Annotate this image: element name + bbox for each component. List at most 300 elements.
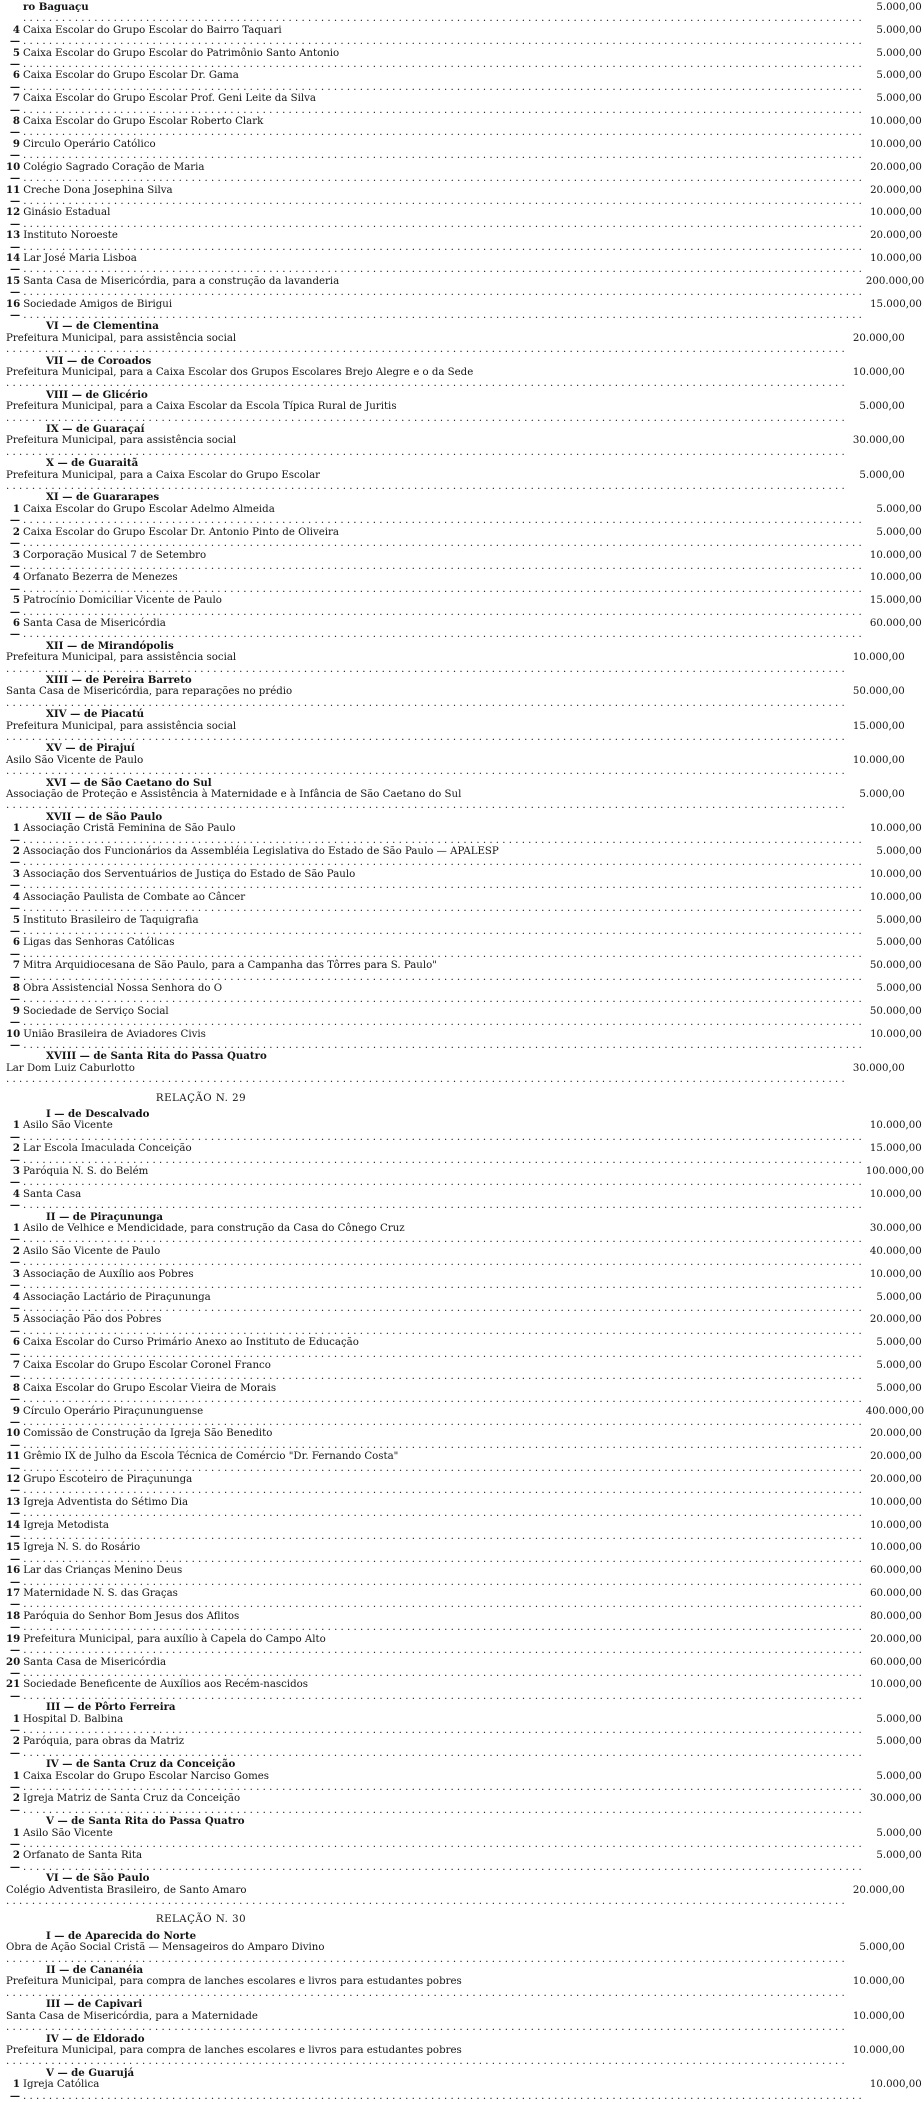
entry-text xyxy=(6,401,845,424)
entry xyxy=(6,1062,905,1086)
entry-description: Hospital D. Balbina xyxy=(23,1713,124,1725)
numbered-entry xyxy=(6,1541,922,1565)
entry-description: Sociedade de Serviço Social xyxy=(23,1005,169,1017)
numbered-entry xyxy=(6,867,922,892)
entry-number: 10 — xyxy=(6,1027,21,1051)
entry-amount: 5.000,00 xyxy=(876,1382,922,1394)
entry-text xyxy=(23,276,862,299)
entry-text xyxy=(23,1850,862,1873)
entry-text xyxy=(23,572,862,595)
entry-amount: 15.000,00 xyxy=(869,595,922,607)
entry-number: 12 — xyxy=(6,206,21,230)
entry-amount: 10.000,00 xyxy=(870,1542,922,1554)
entry-description: Associação de Auxílio aos Pobres xyxy=(23,1268,194,1280)
municipality-heading: II — de Piraçununga xyxy=(46,1210,164,1223)
entry-number: 15 — xyxy=(6,1541,21,1565)
entry-description: Maternidade N. S. das Graças xyxy=(23,1588,178,1600)
entry-text xyxy=(23,162,862,185)
numbered-entry xyxy=(6,913,922,938)
numbered-entry xyxy=(6,1792,922,1816)
entry-text xyxy=(23,1337,862,1360)
entry-number: 1 — xyxy=(9,1119,20,1143)
numbered-entry xyxy=(6,1187,922,1212)
entry-description: Igreja Metodista xyxy=(23,1519,109,1531)
municipality-heading: XIV — de Piacatú xyxy=(46,708,145,721)
numbered-entry xyxy=(6,1290,922,1315)
entry-text xyxy=(23,823,862,846)
entry-number: 9 — xyxy=(9,1004,20,1029)
entry-amount: 5.000,00 xyxy=(876,1736,922,1748)
entry-number: 16 — xyxy=(6,1564,21,1588)
entry-description: Associação Cristã Feminina de São Paulo xyxy=(23,823,236,835)
relacao-heading: RELAÇÃO N. 29 xyxy=(155,1092,247,1104)
entry-amount: 5.000,00 xyxy=(876,846,922,858)
entry-number: 11 — xyxy=(6,1450,21,1474)
entry xyxy=(6,686,905,709)
entry xyxy=(6,1884,905,1908)
entry-amount: 400.000,00 xyxy=(865,1405,924,1417)
entry-description: Santa Casa xyxy=(23,1188,82,1200)
entry-text xyxy=(23,1269,862,1292)
numbered-entry xyxy=(6,845,922,869)
entry-description: Obra de Ação Social Cristã — Mensageiros do Amparo Divino xyxy=(6,1942,325,1954)
entry-description: Prefeitura Municipal, para compra de lanches escolares e livros para estudantes pobres xyxy=(6,1976,462,1988)
entry-number: 1 — xyxy=(9,502,20,527)
municipality-heading: XVI — de São Caetano do Sul xyxy=(46,776,212,789)
entry-amount: 20.000,00 xyxy=(852,1884,905,1896)
entry-amount: 20.000,00 xyxy=(870,1633,922,1645)
entry-number: 4 — xyxy=(9,1187,20,1212)
entry-text xyxy=(23,230,862,253)
entry-number: 13 — xyxy=(6,1495,21,1520)
entry-text xyxy=(6,789,845,812)
entry-text xyxy=(23,116,862,139)
entry-text xyxy=(23,1736,862,1759)
numbered-entry xyxy=(6,1518,922,1543)
entry-amount: 15.000,00 xyxy=(869,1143,922,1155)
entry-amount: 5.000,00 xyxy=(876,982,922,994)
entry-amount: 10.000,00 xyxy=(852,754,905,766)
entry-number: 4 — xyxy=(9,571,20,595)
entry-description: Prefeitura Municipal, para a Caixa Escolar da Escola Típica Rural de Juritis xyxy=(6,401,397,413)
entry-amount: 5.000,00 xyxy=(876,526,922,538)
entry-amount: 5.000,00 xyxy=(876,503,922,515)
entry-description: Grêmio IX de Julho da Escola Técnica de Comércio "Dr. Fernando Costa" xyxy=(23,1451,399,1463)
entry-amount: 10.000,00 xyxy=(869,1188,922,1200)
entry-text xyxy=(23,1406,862,1429)
municipality-heading: XVII — de São Paulo xyxy=(46,810,163,823)
entry-description: Santa Casa de Misericórdia, para a construção da lavanderia xyxy=(23,275,340,287)
entry-amount: 20.000,00 xyxy=(870,161,922,173)
numbered-entry xyxy=(6,92,922,116)
entry-amount: 30.000,00 xyxy=(852,1062,905,1074)
entry-number: 4 — xyxy=(9,23,20,48)
entry-number: 8 — xyxy=(9,981,20,1006)
entry-description: Associação Lactário de Piraçununga xyxy=(23,1291,211,1303)
entry-description: Colégio Adventista Brasileiro, de Santo Amaro xyxy=(6,1884,247,1896)
entry-number: 5 — xyxy=(9,594,20,618)
entry-amount: 20.000,00 xyxy=(870,1451,922,1463)
entry-text xyxy=(6,1885,845,1908)
numbered-entry xyxy=(6,525,922,550)
entry-number: 1 — xyxy=(9,1826,20,1850)
entry-description: Asilo São Vicente xyxy=(23,1120,113,1132)
entry-description: Caixa Escolar do Grupo Escolar Dr. Antonio Pinto de Oliveira xyxy=(23,526,339,538)
numbered-entry xyxy=(6,1142,922,1166)
municipality-heading: V — de Guarujá xyxy=(46,2066,135,2079)
entry-number: 4 — xyxy=(9,1290,20,1314)
numbered-entry xyxy=(6,137,922,162)
entry-number: 21 — xyxy=(6,1678,21,1702)
entry-amount: 60.000,00 xyxy=(870,1565,922,1577)
entry-description: Comissão de Construção da Igreja São Benedito xyxy=(23,1428,273,1440)
entry-number: 7 — xyxy=(9,1358,20,1383)
entry-description: Santa Casa de Misericórdia xyxy=(23,1656,167,1668)
entry xyxy=(6,2044,905,2068)
entry-amount: 5.000,00 xyxy=(876,93,922,105)
entry-amount: 10.000,00 xyxy=(870,1679,922,1691)
entry-number: 8 — xyxy=(9,1381,20,1406)
municipality-heading: XV — de Pirajuí xyxy=(46,742,135,755)
entry-amount: 30.000,00 xyxy=(852,435,905,447)
entry-text xyxy=(23,1657,862,1680)
entry-text xyxy=(23,1143,862,1166)
numbered-entry xyxy=(6,1336,922,1360)
entry-number: 10 — xyxy=(6,1427,21,1451)
municipality-heading: III — de Capivari xyxy=(46,1998,143,2011)
entry-description: Associação de Proteção e Assistência à Maternidade e à Infância de São Caetano do Sul xyxy=(6,789,462,801)
entry-description: Igreja N. S. do Rosário xyxy=(23,1542,141,1554)
entry-description: Associação Paulista de Combate ao Câncer xyxy=(23,891,246,903)
entry-description: Caixa Escolar do Curso Primário Anexo ao Instituto de Educação xyxy=(23,1337,359,1349)
entry-amount: 5.000,00 xyxy=(859,789,905,801)
entry-text xyxy=(23,960,862,983)
entry-amount: 200.000,00 xyxy=(865,275,924,287)
entry-description: Orfanato de Santa Rita xyxy=(23,1850,143,1862)
entry-amount: 5.000,00 xyxy=(876,47,922,59)
entry-amount: 5.000,00 xyxy=(876,1850,922,1862)
entry-description: Caixa Escolar do Grupo Escolar do Patrimônio Santo Antonio xyxy=(23,47,340,59)
entry-number: 16 — xyxy=(6,297,21,321)
entry-description: Prefeitura Municipal, para assistência social xyxy=(6,332,237,344)
entry-number: 10 — xyxy=(6,160,21,185)
entry-description: Círculo Operário Piraçununguense xyxy=(23,1405,204,1417)
entry-description: Prefeitura Municipal, para assistência social xyxy=(6,720,237,732)
numbered-entry xyxy=(6,297,922,322)
municipality-heading: IV — de Santa Cruz da Conceição xyxy=(46,1758,236,1771)
entry-description: Circulo Operário Católico xyxy=(23,138,156,150)
numbered-entry xyxy=(6,1587,922,1611)
entry-text xyxy=(6,2011,845,2034)
entry-amount: 5.000,00 xyxy=(876,1291,922,1303)
numbered-entry xyxy=(6,1244,922,1269)
entry-amount: 5.000,00 xyxy=(859,469,905,481)
numbered-entry xyxy=(6,1004,922,1029)
entry-amount: 10.000,00 xyxy=(869,116,922,128)
entry-number: 8 — xyxy=(9,115,20,139)
entry-text xyxy=(23,1166,862,1189)
entry-text xyxy=(6,2045,845,2068)
entry-number: 5 — xyxy=(9,1313,20,1337)
numbered-entry xyxy=(6,936,922,960)
entry-amount: 50.000,00 xyxy=(869,1005,922,1017)
entry-number: 18 — xyxy=(6,1609,21,1634)
entry-amount: 10.000,00 xyxy=(852,1976,905,1988)
municipality-heading: IX — de Guaraçaí xyxy=(46,423,145,436)
numbered-entry xyxy=(6,1735,922,1759)
entry-number: 2 — xyxy=(9,1849,20,1873)
entry-description: Igreja Católica xyxy=(23,2079,100,2091)
entry-number: 11 — xyxy=(6,183,21,207)
entry-text xyxy=(6,470,845,493)
entry xyxy=(6,789,905,812)
entry xyxy=(6,754,905,778)
entry-amount: 15.000,00 xyxy=(870,298,922,310)
entry-amount: 10.000,00 xyxy=(869,1120,922,1132)
entry-number: 2 — xyxy=(9,845,20,869)
entry-amount: 10.000,00 xyxy=(852,2010,905,2022)
entry-number: 9 — xyxy=(9,1404,20,1428)
numbered-entry xyxy=(6,1,922,25)
entry-text xyxy=(23,1314,862,1337)
entry-text xyxy=(23,1246,862,1269)
entry-amount: 10.000,00 xyxy=(869,823,922,835)
entry-description: Lar Escola Imaculada Conceição xyxy=(23,1143,192,1155)
entry-amount: 20.000,00 xyxy=(870,230,922,242)
entry-number: 1 — xyxy=(9,822,20,846)
entry-text xyxy=(23,25,862,48)
entry-number: 6 — xyxy=(9,1336,20,1360)
municipality-heading: I — de Descalvado xyxy=(46,1108,150,1120)
entry-text xyxy=(23,1565,862,1588)
numbered-entry xyxy=(6,2078,922,2102)
entry-text xyxy=(23,1714,862,1737)
entry-amount: 30.000,00 xyxy=(869,1223,922,1235)
entry-amount: 10.000,00 xyxy=(869,1268,922,1280)
entry-number: 2 — xyxy=(9,525,20,550)
numbered-entry xyxy=(6,981,922,1006)
numbered-entry xyxy=(6,548,922,573)
entry-amount: 10.000,00 xyxy=(869,549,922,561)
entry-amount: 10.000,00 xyxy=(870,1028,922,1040)
entry-description: Prefeitura Municipal, para a Caixa Escolar do Grupo Escolar xyxy=(6,469,321,481)
entry-text xyxy=(23,1223,862,1246)
entry-description: Prefeitura Municipal, para a Caixa Escolar dos Grupos Escolares Brejo Alegre e o da Sede xyxy=(6,367,474,378)
entry-description: Caixa Escolar do Grupo Escolar Coronel Franco xyxy=(23,1359,271,1371)
entry-text xyxy=(23,185,862,208)
entry-text xyxy=(23,937,862,960)
entry-amount: 5.000,00 xyxy=(876,1827,922,1839)
entry-description: Asilo São Vicente de Paulo xyxy=(6,754,144,766)
entry-description: Sociedade Beneficente de Auxílios aos Recém-nascidos xyxy=(23,1679,308,1691)
entry-text xyxy=(23,48,862,71)
entry-number: 7 — xyxy=(9,959,20,983)
entry xyxy=(6,652,905,675)
entry xyxy=(6,367,905,390)
entry-description: Sociedade Amigos de Birigui xyxy=(23,298,173,310)
numbered-entry xyxy=(6,594,922,618)
entry-amount: 50.000,00 xyxy=(869,960,922,972)
numbered-entry xyxy=(6,822,922,846)
entry-amount: 10.000,00 xyxy=(852,367,905,378)
numbered-entry xyxy=(6,46,922,71)
entry-amount: 10.000,00 xyxy=(869,2079,922,2091)
entry-text xyxy=(23,1828,862,1851)
entry-text xyxy=(23,1383,862,1406)
entry-amount: 40.000,00 xyxy=(869,1245,922,1257)
entry-text xyxy=(23,595,862,618)
entry-description: Igreja Adventista do Sétimo Dia xyxy=(23,1496,189,1508)
entry-description: Instituto Noroeste xyxy=(23,230,118,242)
entry-description: Lar José Maria Lisboa xyxy=(23,252,137,264)
entry-amount: 30.000,00 xyxy=(869,1793,922,1805)
numbered-entry xyxy=(6,1222,922,1246)
entry-text xyxy=(23,93,862,116)
entry-text xyxy=(23,1679,862,1702)
entry-text xyxy=(6,1976,845,1999)
numbered-entry xyxy=(6,1655,922,1680)
entry-amount: 10.000,00 xyxy=(870,252,922,264)
entry-number: 3 — xyxy=(9,1267,20,1292)
entry-number: 3 — xyxy=(9,548,20,572)
entry-number: 5 — xyxy=(9,46,20,71)
entry-number: 7 — xyxy=(9,92,20,116)
numbered-entry xyxy=(6,251,922,276)
numbered-entry xyxy=(6,115,922,139)
numbered-entry xyxy=(6,502,922,527)
entry-number: 2 — xyxy=(9,1142,20,1166)
entry-description: Asilo São Vicente de Paulo xyxy=(23,1245,161,1257)
numbered-entry xyxy=(6,69,922,93)
numbered-entry xyxy=(6,959,922,983)
entry-description: Santa Casa de Misericórdia, para a Maternidade xyxy=(6,2010,258,2022)
entry-amount: 10.000,00 xyxy=(870,207,922,219)
entry-description: ro Baguaçu xyxy=(23,1,89,13)
entry-text xyxy=(6,367,845,390)
entry-number: 4 — xyxy=(9,890,20,915)
numbered-entry xyxy=(6,571,922,595)
entry xyxy=(6,401,905,424)
entry-text xyxy=(23,70,862,93)
municipality-heading: XVIII — de Santa Rita do Passa Quatro xyxy=(46,1050,267,1063)
entry-number: 1 — xyxy=(9,1712,20,1736)
entry-number: 2 — xyxy=(9,1735,20,1759)
numbered-entry xyxy=(6,1564,922,1588)
entry-text xyxy=(6,435,845,458)
entry xyxy=(6,332,905,356)
entry-amount: 20.000,00 xyxy=(870,1428,922,1440)
entry-amount: 100.000,00 xyxy=(865,1166,924,1178)
entry-text xyxy=(23,504,862,527)
entry-number: 1 — xyxy=(9,1769,20,1793)
entry-description: Associação dos Funcionários da Assembléia Legislativa do Estado de São Paulo — APALESP xyxy=(23,846,499,858)
entry-text xyxy=(23,1520,862,1543)
entry-description: Creche Dona Josephina Silva xyxy=(23,184,173,196)
entry-text xyxy=(23,1497,862,1520)
entry-number: 3 — xyxy=(9,867,20,892)
numbered-entry xyxy=(6,1381,922,1406)
entry-number: 5 — xyxy=(9,913,20,937)
entry-description: Paróquia N. S. do Belém xyxy=(23,1166,149,1178)
municipality-heading: IV — de Eldorado xyxy=(46,2032,145,2045)
numbered-entry xyxy=(6,1473,922,1497)
entry-text xyxy=(23,1542,862,1565)
entry-amount: 10.000,00 xyxy=(869,138,922,150)
entry-number: 2 — xyxy=(9,1792,20,1816)
entry-text xyxy=(6,721,845,744)
numbered-entry xyxy=(6,1027,922,1052)
entry-text xyxy=(23,618,862,641)
municipality-heading: VII — de Coroados xyxy=(46,354,152,367)
municipality-heading: VIII — de Glicério xyxy=(46,388,148,401)
entry-number: 6 — xyxy=(9,616,20,641)
entry-text xyxy=(23,1006,862,1029)
numbered-entry xyxy=(6,616,922,641)
numbered-entry xyxy=(6,1609,922,1634)
entry-amount: 10.000,00 xyxy=(869,572,922,584)
entry-amount: 5.000,00 xyxy=(876,1770,922,1782)
entry-text xyxy=(23,1029,862,1052)
numbered-entry xyxy=(6,1826,922,1851)
municipality-heading: VI — de São Paulo xyxy=(46,1872,150,1885)
numbered-entry xyxy=(6,160,922,185)
entry-description: Caixa Escolar do Grupo Escolar do Bairro Taquari xyxy=(23,24,282,36)
entry-number: 19 — xyxy=(6,1632,21,1657)
entry-description: Prefeitura Municipal, para compra de lanches escolares e livros para estudantes pobres xyxy=(6,2044,462,2056)
entry-text xyxy=(23,1771,862,1794)
entry-description: Asilo São Vicente xyxy=(23,1827,113,1839)
numbered-entry xyxy=(6,1404,924,1429)
entry-text xyxy=(23,1292,862,1315)
entry-description: Associação dos Serventuários de Justiça do Estado de São Paulo xyxy=(23,868,356,880)
entry-text xyxy=(23,2079,862,2102)
entry-text xyxy=(23,983,862,1006)
entry-number: 14 — xyxy=(6,1518,21,1543)
entry-description: Caixa Escolar do Grupo Escolar Narciso Gomes xyxy=(23,1770,270,1782)
entry xyxy=(6,2010,905,2034)
entry-amount: 50.000,00 xyxy=(852,686,905,698)
numbered-entry xyxy=(6,183,922,208)
entry-description: Patrocínio Domiciliar Vicente de Paulo xyxy=(23,595,222,607)
entry-text xyxy=(23,1360,862,1383)
entry-number: 1 — xyxy=(9,2078,20,2102)
entry-number: 13 — xyxy=(6,229,21,253)
municipality-heading: VI — de Clementina xyxy=(46,320,159,333)
entry-amount: 60.000,00 xyxy=(869,617,922,629)
entry-description: Colégio Sagrado Coração de Maria xyxy=(23,161,205,173)
numbered-entry xyxy=(6,1678,922,1702)
entry-description: Santa Casa de Misericórdia, para reparações no prédio xyxy=(6,686,293,698)
entry-text xyxy=(23,1474,862,1497)
entry-description: Caixa Escolar do Grupo Escolar Vieira de Morais xyxy=(23,1382,277,1394)
numbered-entry xyxy=(6,23,922,48)
entry-number: 6 — xyxy=(9,69,20,93)
entry-text xyxy=(23,550,862,573)
entry-number: 14 — xyxy=(6,251,21,276)
municipality-heading: II — de Cananéia xyxy=(46,1964,144,1977)
entry-amount: 10.000,00 xyxy=(869,868,922,880)
entry xyxy=(6,1976,905,1999)
entry-description: Caixa Escolar do Grupo Escolar Prof. Geni Leite da Silva xyxy=(23,93,316,105)
entry xyxy=(6,469,905,493)
entry-amount: 5.000,00 xyxy=(876,70,922,82)
entry-description: Caixa Escolar do Grupo Escolar Dr. Gama xyxy=(23,70,239,82)
entry-text xyxy=(6,333,845,356)
numbered-entry xyxy=(6,1495,922,1520)
entry-description: Prefeitura Municipal, para assistência social xyxy=(6,435,237,447)
entry-amount: 5.000,00 xyxy=(876,1337,922,1349)
entry-description: Santa Casa de Misericórdia xyxy=(23,617,166,629)
